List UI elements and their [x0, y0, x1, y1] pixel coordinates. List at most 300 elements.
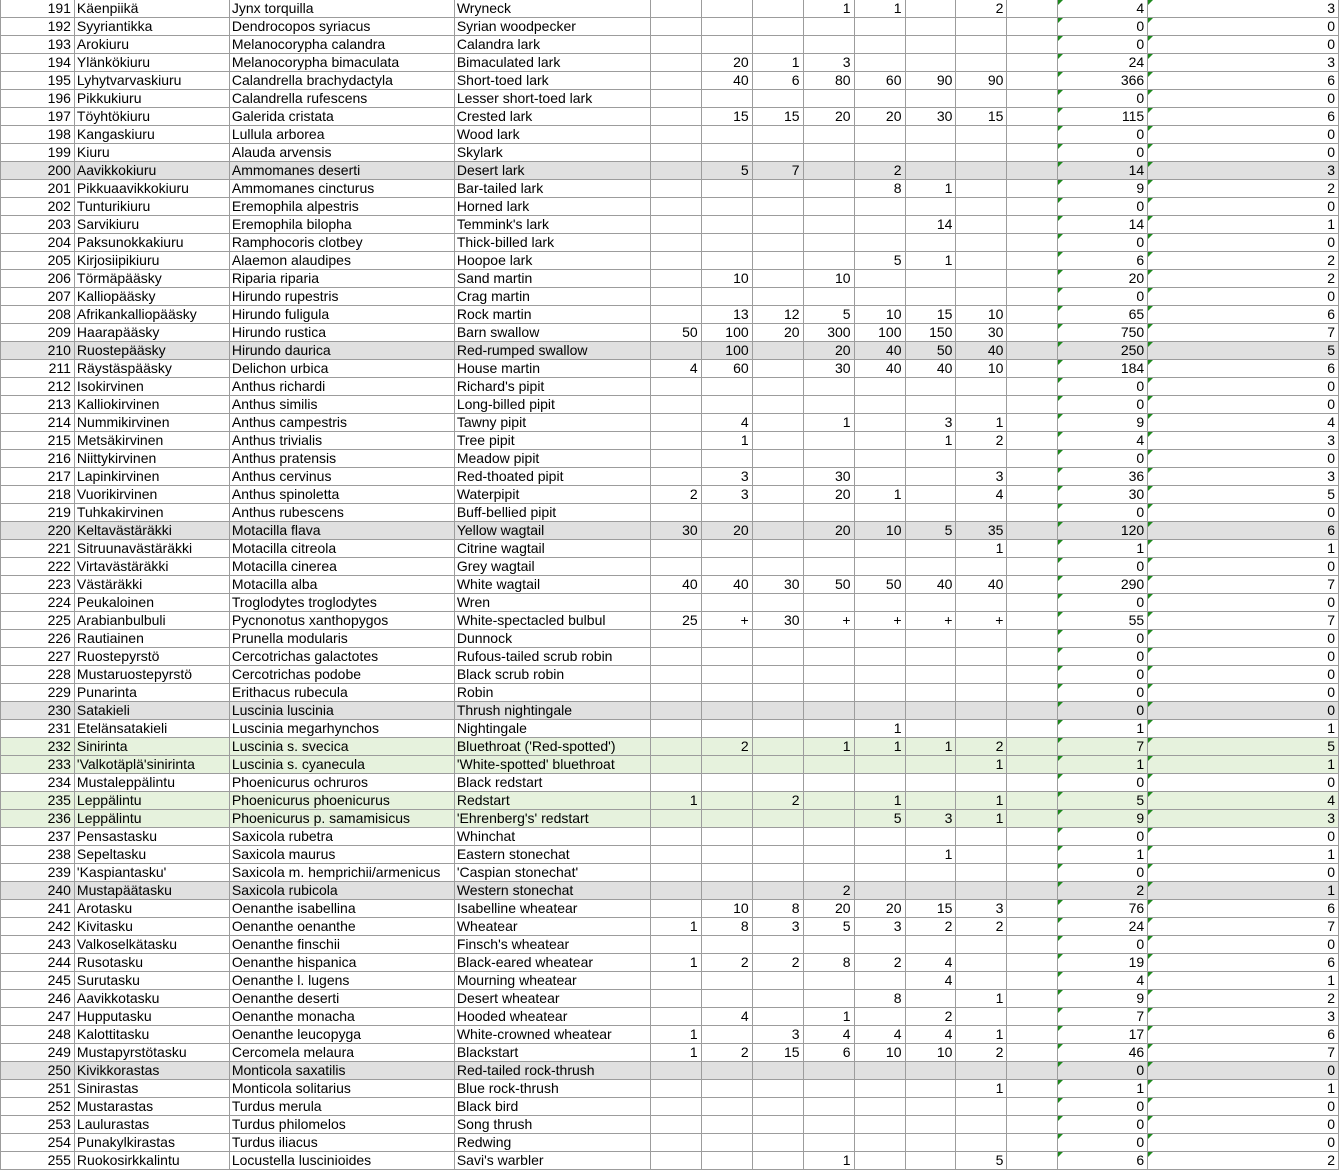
count-cell-2[interactable]: 20: [701, 54, 752, 72]
row-number-cell[interactable]: 229: [1, 684, 75, 702]
empty-cell[interactable]: [1007, 810, 1058, 828]
finnish-name-cell[interactable]: Tuhkakirvinen: [74, 504, 229, 522]
english-name-cell[interactable]: Crag martin: [454, 288, 650, 306]
scientific-name-cell[interactable]: Delichon urbica: [229, 360, 454, 378]
english-name-cell[interactable]: Blue rock-thrush: [454, 1080, 650, 1098]
scientific-name-cell[interactable]: Turdus iliacus: [229, 1134, 454, 1152]
count-cell-7[interactable]: [956, 396, 1007, 414]
count-cell-2[interactable]: [701, 684, 752, 702]
english-name-cell[interactable]: Rock martin: [454, 306, 650, 324]
count-cell-7[interactable]: [956, 630, 1007, 648]
finnish-name-cell[interactable]: Satakieli: [74, 702, 229, 720]
count-cell-4[interactable]: [803, 1062, 854, 1080]
count-cell-2[interactable]: [701, 180, 752, 198]
empty-cell[interactable]: [1007, 900, 1058, 918]
english-name-cell[interactable]: Short-toed lark: [454, 72, 650, 90]
observation-count-cell[interactable]: 0: [1148, 198, 1339, 216]
count-cell-7[interactable]: 1: [956, 1026, 1007, 1044]
observation-count-cell[interactable]: 0: [1148, 450, 1339, 468]
english-name-cell[interactable]: White wagtail: [454, 576, 650, 594]
observation-count-cell[interactable]: 0: [1148, 126, 1339, 144]
count-cell-7[interactable]: [956, 774, 1007, 792]
observation-count-cell[interactable]: 0: [1148, 1116, 1339, 1134]
scientific-name-cell[interactable]: Calandrella rufescens: [229, 90, 454, 108]
count-cell-3[interactable]: 3: [752, 918, 803, 936]
count-cell-7[interactable]: [956, 126, 1007, 144]
total-cell[interactable]: 7: [1058, 738, 1148, 756]
english-name-cell[interactable]: Hooded wheatear: [454, 1008, 650, 1026]
scientific-name-cell[interactable]: Luscinia luscinia: [229, 702, 454, 720]
english-name-cell[interactable]: Black-eared wheatear: [454, 954, 650, 972]
finnish-name-cell[interactable]: Kalliopääsky: [74, 288, 229, 306]
observation-count-cell[interactable]: 7: [1148, 324, 1339, 342]
english-name-cell[interactable]: Black bird: [454, 1098, 650, 1116]
scientific-name-cell[interactable]: Ammomanes deserti: [229, 162, 454, 180]
count-cell-6[interactable]: 50: [905, 342, 956, 360]
empty-cell[interactable]: [1007, 396, 1058, 414]
count-cell-7[interactable]: 40: [956, 342, 1007, 360]
count-cell-4[interactable]: [803, 828, 854, 846]
empty-cell[interactable]: [1007, 612, 1058, 630]
count-cell-6[interactable]: 90: [905, 72, 956, 90]
count-cell-4[interactable]: [803, 450, 854, 468]
observation-count-cell[interactable]: 4: [1148, 792, 1339, 810]
finnish-name-cell[interactable]: Punakylkirastas: [74, 1134, 229, 1152]
observation-count-cell[interactable]: 0: [1148, 666, 1339, 684]
count-cell-2[interactable]: [701, 0, 752, 18]
total-cell[interactable]: 19: [1058, 954, 1148, 972]
row-number-cell[interactable]: 234: [1, 774, 75, 792]
english-name-cell[interactable]: Dunnock: [454, 630, 650, 648]
total-cell[interactable]: 65: [1058, 306, 1148, 324]
scientific-name-cell[interactable]: Oenanthe oenanthe: [229, 918, 454, 936]
english-name-cell[interactable]: 'White-spotted' bluethroat: [454, 756, 650, 774]
count-cell-3[interactable]: [752, 1134, 803, 1152]
count-cell-2[interactable]: 40: [701, 576, 752, 594]
empty-cell[interactable]: [1007, 918, 1058, 936]
count-cell-5[interactable]: [854, 54, 905, 72]
empty-cell[interactable]: [1007, 108, 1058, 126]
scientific-name-cell[interactable]: Anthus trivialis: [229, 432, 454, 450]
scientific-name-cell[interactable]: Oenanthe l. lugens: [229, 972, 454, 990]
observation-count-cell[interactable]: 5: [1148, 738, 1339, 756]
english-name-cell[interactable]: Desert lark: [454, 162, 650, 180]
row-number-cell[interactable]: 236: [1, 810, 75, 828]
english-name-cell[interactable]: Meadow pipit: [454, 450, 650, 468]
observation-count-cell[interactable]: 3: [1148, 162, 1339, 180]
count-cell-5[interactable]: 40: [854, 360, 905, 378]
count-cell-6[interactable]: 15: [905, 306, 956, 324]
count-cell-4[interactable]: [803, 36, 854, 54]
total-cell[interactable]: 290: [1058, 576, 1148, 594]
count-cell-1[interactable]: [650, 126, 701, 144]
count-cell-7[interactable]: [956, 450, 1007, 468]
finnish-name-cell[interactable]: Sinirinta: [74, 738, 229, 756]
count-cell-2[interactable]: 3: [701, 468, 752, 486]
count-cell-7[interactable]: 10: [956, 360, 1007, 378]
count-cell-1[interactable]: [650, 738, 701, 756]
empty-cell[interactable]: [1007, 666, 1058, 684]
count-cell-4[interactable]: [803, 396, 854, 414]
count-cell-1[interactable]: [650, 648, 701, 666]
count-cell-4[interactable]: 5: [803, 918, 854, 936]
total-cell[interactable]: 0: [1058, 684, 1148, 702]
count-cell-5[interactable]: [854, 594, 905, 612]
count-cell-1[interactable]: [650, 594, 701, 612]
scientific-name-cell[interactable]: Eremophila bilopha: [229, 216, 454, 234]
count-cell-2[interactable]: [701, 36, 752, 54]
count-cell-1[interactable]: [650, 342, 701, 360]
scientific-name-cell[interactable]: Calandrella brachydactyla: [229, 72, 454, 90]
observation-count-cell[interactable]: 0: [1148, 648, 1339, 666]
count-cell-1[interactable]: [650, 936, 701, 954]
count-cell-2[interactable]: [701, 1080, 752, 1098]
observation-count-cell[interactable]: 2: [1148, 270, 1339, 288]
count-cell-4[interactable]: 5: [803, 306, 854, 324]
count-cell-5[interactable]: [854, 846, 905, 864]
count-cell-2[interactable]: 20: [701, 522, 752, 540]
finnish-name-cell[interactable]: Peukaloinen: [74, 594, 229, 612]
row-number-cell[interactable]: 239: [1, 864, 75, 882]
count-cell-2[interactable]: 60: [701, 360, 752, 378]
row-number-cell[interactable]: 218: [1, 486, 75, 504]
total-cell[interactable]: 0: [1058, 702, 1148, 720]
total-cell[interactable]: 0: [1058, 234, 1148, 252]
observation-count-cell[interactable]: 3: [1148, 54, 1339, 72]
count-cell-7[interactable]: [956, 1134, 1007, 1152]
finnish-name-cell[interactable]: Kirjosiipikiuru: [74, 252, 229, 270]
count-cell-6[interactable]: [905, 396, 956, 414]
count-cell-1[interactable]: [650, 72, 701, 90]
finnish-name-cell[interactable]: Arotasku: [74, 900, 229, 918]
row-number-cell[interactable]: 210: [1, 342, 75, 360]
finnish-name-cell[interactable]: Keltavästäräkki: [74, 522, 229, 540]
count-cell-2[interactable]: [701, 504, 752, 522]
count-cell-7[interactable]: [956, 720, 1007, 738]
count-cell-1[interactable]: [650, 702, 701, 720]
count-cell-6[interactable]: [905, 468, 956, 486]
count-cell-1[interactable]: [650, 666, 701, 684]
count-cell-1[interactable]: [650, 198, 701, 216]
empty-cell[interactable]: [1007, 1098, 1058, 1116]
empty-cell[interactable]: [1007, 828, 1058, 846]
english-name-cell[interactable]: Mourning wheatear: [454, 972, 650, 990]
count-cell-1[interactable]: [650, 36, 701, 54]
count-cell-1[interactable]: [650, 558, 701, 576]
count-cell-3[interactable]: [752, 882, 803, 900]
scientific-name-cell[interactable]: Melanocorypha calandra: [229, 36, 454, 54]
row-number-cell[interactable]: 224: [1, 594, 75, 612]
finnish-name-cell[interactable]: 'Kaspiantasku': [74, 864, 229, 882]
empty-cell[interactable]: [1007, 882, 1058, 900]
count-cell-6[interactable]: [905, 864, 956, 882]
empty-cell[interactable]: [1007, 126, 1058, 144]
count-cell-5[interactable]: 20: [854, 900, 905, 918]
finnish-name-cell[interactable]: Lyhytvarvaskiuru: [74, 72, 229, 90]
empty-cell[interactable]: [1007, 864, 1058, 882]
finnish-name-cell[interactable]: Rusotasku: [74, 954, 229, 972]
count-cell-5[interactable]: [854, 126, 905, 144]
english-name-cell[interactable]: Richard's pipit: [454, 378, 650, 396]
count-cell-1[interactable]: [650, 540, 701, 558]
count-cell-4[interactable]: 1: [803, 0, 854, 18]
scientific-name-cell[interactable]: Riparia riparia: [229, 270, 454, 288]
scientific-name-cell[interactable]: Saxicola rubicola: [229, 882, 454, 900]
count-cell-5[interactable]: +: [854, 612, 905, 630]
count-cell-1[interactable]: [650, 108, 701, 126]
row-number-cell[interactable]: 219: [1, 504, 75, 522]
observation-count-cell[interactable]: 2: [1148, 180, 1339, 198]
count-cell-6[interactable]: [905, 270, 956, 288]
scientific-name-cell[interactable]: Anthus pratensis: [229, 450, 454, 468]
count-cell-5[interactable]: [854, 864, 905, 882]
row-number-cell[interactable]: 195: [1, 72, 75, 90]
observation-count-cell[interactable]: 6: [1148, 954, 1339, 972]
count-cell-1[interactable]: [650, 288, 701, 306]
row-number-cell[interactable]: 231: [1, 720, 75, 738]
count-cell-5[interactable]: 10: [854, 1044, 905, 1062]
empty-cell[interactable]: [1007, 54, 1058, 72]
count-cell-4[interactable]: [803, 1098, 854, 1116]
total-cell[interactable]: 120: [1058, 522, 1148, 540]
total-cell[interactable]: 4: [1058, 972, 1148, 990]
finnish-name-cell[interactable]: Virtavästäräkki: [74, 558, 229, 576]
count-cell-5[interactable]: [854, 774, 905, 792]
observation-count-cell[interactable]: 7: [1148, 918, 1339, 936]
count-cell-2[interactable]: 2: [701, 1044, 752, 1062]
finnish-name-cell[interactable]: Ruostepääsky: [74, 342, 229, 360]
count-cell-7[interactable]: [956, 198, 1007, 216]
english-name-cell[interactable]: Black redstart: [454, 774, 650, 792]
count-cell-1[interactable]: [650, 54, 701, 72]
count-cell-5[interactable]: [854, 198, 905, 216]
row-number-cell[interactable]: 198: [1, 126, 75, 144]
english-name-cell[interactable]: Western stonechat: [454, 882, 650, 900]
count-cell-3[interactable]: [752, 630, 803, 648]
count-cell-4[interactable]: [803, 504, 854, 522]
row-number-cell[interactable]: 197: [1, 108, 75, 126]
count-cell-2[interactable]: [701, 216, 752, 234]
count-cell-4[interactable]: [803, 666, 854, 684]
count-cell-1[interactable]: [650, 630, 701, 648]
count-cell-3[interactable]: [752, 648, 803, 666]
count-cell-1[interactable]: [650, 1098, 701, 1116]
count-cell-2[interactable]: 4: [701, 1008, 752, 1026]
count-cell-6[interactable]: [905, 828, 956, 846]
total-cell[interactable]: 0: [1058, 1098, 1148, 1116]
scientific-name-cell[interactable]: Erithacus rubecula: [229, 684, 454, 702]
total-cell[interactable]: 0: [1058, 666, 1148, 684]
scientific-name-cell[interactable]: Saxicola m. hemprichii/armenicus: [229, 864, 454, 882]
count-cell-4[interactable]: [803, 1080, 854, 1098]
count-cell-2[interactable]: [701, 702, 752, 720]
empty-cell[interactable]: [1007, 594, 1058, 612]
empty-cell[interactable]: [1007, 306, 1058, 324]
total-cell[interactable]: 0: [1058, 648, 1148, 666]
english-name-cell[interactable]: Wren: [454, 594, 650, 612]
scientific-name-cell[interactable]: Anthus similis: [229, 396, 454, 414]
count-cell-2[interactable]: [701, 378, 752, 396]
row-number-cell[interactable]: 251: [1, 1080, 75, 1098]
english-name-cell[interactable]: Isabelline wheatear: [454, 900, 650, 918]
empty-cell[interactable]: [1007, 1062, 1058, 1080]
empty-cell[interactable]: [1007, 648, 1058, 666]
english-name-cell[interactable]: Buff-bellied pipit: [454, 504, 650, 522]
scientific-name-cell[interactable]: Jynx torquilla: [229, 0, 454, 18]
row-number-cell[interactable]: 244: [1, 954, 75, 972]
empty-cell[interactable]: [1007, 288, 1058, 306]
observation-count-cell[interactable]: 0: [1148, 396, 1339, 414]
count-cell-3[interactable]: 8: [752, 900, 803, 918]
count-cell-7[interactable]: [956, 828, 1007, 846]
count-cell-3[interactable]: [752, 234, 803, 252]
finnish-name-cell[interactable]: Kivitasku: [74, 918, 229, 936]
count-cell-1[interactable]: 30: [650, 522, 701, 540]
count-cell-5[interactable]: 8: [854, 990, 905, 1008]
count-cell-5[interactable]: 1: [854, 792, 905, 810]
count-cell-3[interactable]: [752, 360, 803, 378]
english-name-cell[interactable]: Song thrush: [454, 1116, 650, 1134]
english-name-cell[interactable]: Desert wheatear: [454, 990, 650, 1008]
english-name-cell[interactable]: Skylark: [454, 144, 650, 162]
row-number-cell[interactable]: 217: [1, 468, 75, 486]
finnish-name-cell[interactable]: Räystäspääsky: [74, 360, 229, 378]
empty-cell[interactable]: [1007, 630, 1058, 648]
count-cell-1[interactable]: [650, 306, 701, 324]
english-name-cell[interactable]: Thick-billed lark: [454, 234, 650, 252]
finnish-name-cell[interactable]: Sepeltasku: [74, 846, 229, 864]
finnish-name-cell[interactable]: Metsäkirvinen: [74, 432, 229, 450]
count-cell-7[interactable]: [956, 936, 1007, 954]
count-cell-2[interactable]: [701, 972, 752, 990]
english-name-cell[interactable]: Rufous-tailed scrub robin: [454, 648, 650, 666]
count-cell-7[interactable]: [956, 684, 1007, 702]
count-cell-6[interactable]: [905, 198, 956, 216]
empty-cell[interactable]: [1007, 990, 1058, 1008]
count-cell-7[interactable]: [956, 270, 1007, 288]
count-cell-7[interactable]: 1: [956, 1080, 1007, 1098]
scientific-name-cell[interactable]: Hirundo rustica: [229, 324, 454, 342]
row-number-cell[interactable]: 201: [1, 180, 75, 198]
scientific-name-cell[interactable]: Cercotrichas galactotes: [229, 648, 454, 666]
count-cell-3[interactable]: [752, 342, 803, 360]
empty-cell[interactable]: [1007, 972, 1058, 990]
count-cell-5[interactable]: [854, 1098, 905, 1116]
english-name-cell[interactable]: 'Ehrenberg's' redstart: [454, 810, 650, 828]
count-cell-3[interactable]: [752, 144, 803, 162]
count-cell-2[interactable]: [701, 720, 752, 738]
finnish-name-cell[interactable]: Ylänkökiuru: [74, 54, 229, 72]
english-name-cell[interactable]: Yellow wagtail: [454, 522, 650, 540]
scientific-name-cell[interactable]: Oenanthe finschii: [229, 936, 454, 954]
observation-count-cell[interactable]: 0: [1148, 1062, 1339, 1080]
observation-count-cell[interactable]: 7: [1148, 1044, 1339, 1062]
count-cell-6[interactable]: [905, 630, 956, 648]
count-cell-3[interactable]: 7: [752, 162, 803, 180]
count-cell-6[interactable]: 1: [905, 738, 956, 756]
total-cell[interactable]: 24: [1058, 54, 1148, 72]
count-cell-5[interactable]: 8: [854, 180, 905, 198]
total-cell[interactable]: 0: [1058, 378, 1148, 396]
scientific-name-cell[interactable]: Pycnonotus xanthopygos: [229, 612, 454, 630]
empty-cell[interactable]: [1007, 756, 1058, 774]
row-number-cell[interactable]: 213: [1, 396, 75, 414]
scientific-name-cell[interactable]: Galerida cristata: [229, 108, 454, 126]
count-cell-1[interactable]: [650, 846, 701, 864]
count-cell-2[interactable]: [701, 450, 752, 468]
scientific-name-cell[interactable]: Oenanthe deserti: [229, 990, 454, 1008]
row-number-cell[interactable]: 193: [1, 36, 75, 54]
count-cell-5[interactable]: 10: [854, 306, 905, 324]
count-cell-2[interactable]: [701, 846, 752, 864]
count-cell-5[interactable]: 1: [854, 720, 905, 738]
count-cell-5[interactable]: [854, 684, 905, 702]
english-name-cell[interactable]: Calandra lark: [454, 36, 650, 54]
count-cell-6[interactable]: 1: [905, 252, 956, 270]
count-cell-6[interactable]: [905, 1152, 956, 1170]
count-cell-6[interactable]: 30: [905, 108, 956, 126]
empty-cell[interactable]: [1007, 738, 1058, 756]
count-cell-6[interactable]: 2: [905, 918, 956, 936]
count-cell-6[interactable]: 1: [905, 846, 956, 864]
scientific-name-cell[interactable]: Monticola saxatilis: [229, 1062, 454, 1080]
count-cell-2[interactable]: [701, 936, 752, 954]
total-cell[interactable]: 0: [1058, 396, 1148, 414]
count-cell-7[interactable]: 2: [956, 0, 1007, 18]
empty-cell[interactable]: [1007, 468, 1058, 486]
count-cell-7[interactable]: [956, 252, 1007, 270]
total-cell[interactable]: 4: [1058, 0, 1148, 18]
observation-count-cell[interactable]: 0: [1148, 18, 1339, 36]
count-cell-7[interactable]: [956, 378, 1007, 396]
empty-cell[interactable]: [1007, 90, 1058, 108]
count-cell-3[interactable]: [752, 1008, 803, 1026]
observation-count-cell[interactable]: 1: [1148, 846, 1339, 864]
total-cell[interactable]: 0: [1058, 864, 1148, 882]
english-name-cell[interactable]: Red-thoated pipit: [454, 468, 650, 486]
scientific-name-cell[interactable]: Eremophila alpestris: [229, 198, 454, 216]
count-cell-5[interactable]: 10: [854, 522, 905, 540]
row-number-cell[interactable]: 206: [1, 270, 75, 288]
empty-cell[interactable]: [1007, 432, 1058, 450]
count-cell-3[interactable]: 30: [752, 576, 803, 594]
total-cell[interactable]: 55: [1058, 612, 1148, 630]
count-cell-5[interactable]: [854, 702, 905, 720]
total-cell[interactable]: 6: [1058, 1152, 1148, 1170]
count-cell-5[interactable]: [854, 504, 905, 522]
observation-count-cell[interactable]: 3: [1148, 468, 1339, 486]
observation-count-cell[interactable]: 0: [1148, 558, 1339, 576]
observation-count-cell[interactable]: 2: [1148, 1152, 1339, 1170]
count-cell-3[interactable]: [752, 90, 803, 108]
count-cell-5[interactable]: [854, 432, 905, 450]
finnish-name-cell[interactable]: Punarinta: [74, 684, 229, 702]
total-cell[interactable]: 0: [1058, 18, 1148, 36]
finnish-name-cell[interactable]: Törmäpääsky: [74, 270, 229, 288]
count-cell-2[interactable]: 2: [701, 738, 752, 756]
total-cell[interactable]: 0: [1058, 288, 1148, 306]
count-cell-2[interactable]: [701, 234, 752, 252]
empty-cell[interactable]: [1007, 270, 1058, 288]
count-cell-5[interactable]: 50: [854, 576, 905, 594]
count-cell-5[interactable]: 3: [854, 918, 905, 936]
scientific-name-cell[interactable]: Hirundo rupestris: [229, 288, 454, 306]
count-cell-7[interactable]: [956, 702, 1007, 720]
observation-count-cell[interactable]: 5: [1148, 342, 1339, 360]
count-cell-1[interactable]: [650, 216, 701, 234]
observation-count-cell[interactable]: 0: [1148, 36, 1339, 54]
row-number-cell[interactable]: 226: [1, 630, 75, 648]
